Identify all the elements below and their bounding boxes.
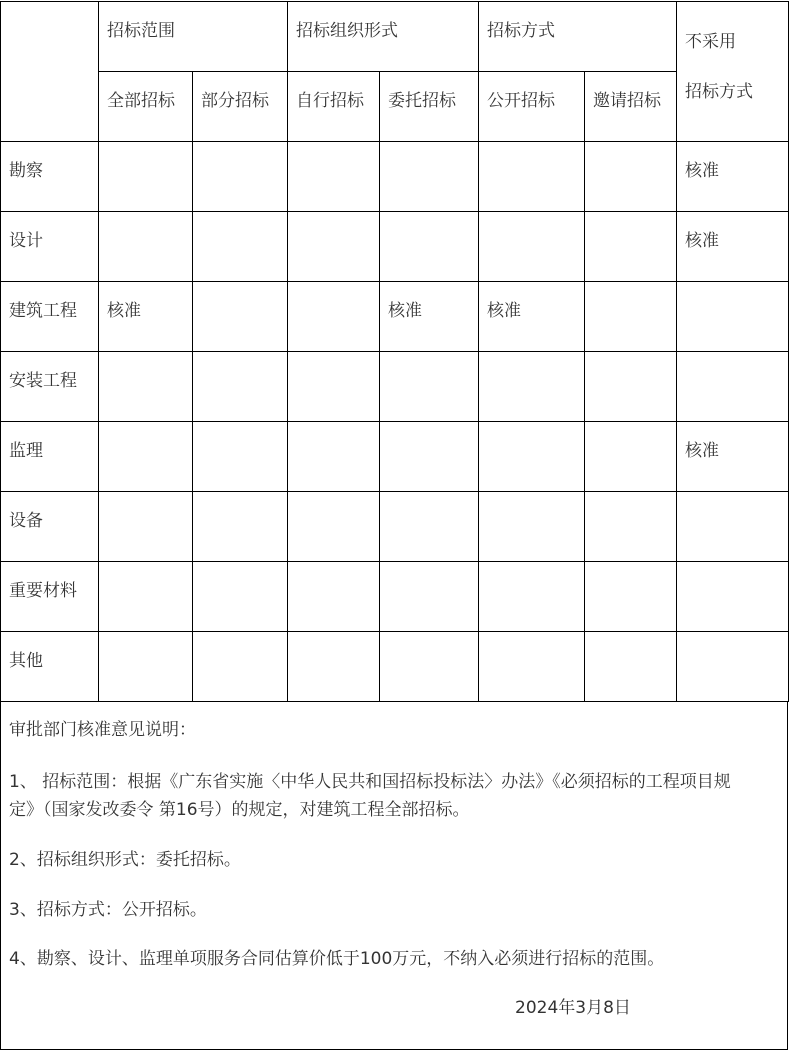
subheader-self-organized: 自行招标	[288, 72, 380, 142]
table-cell	[585, 632, 677, 702]
note-item-4: 4、勘察、设计、监理单项服务合同估算价低于100万元，不纳入必须进行招标的范围。	[9, 949, 665, 969]
table-cell	[193, 562, 288, 632]
table-cell	[193, 352, 288, 422]
table-cell	[380, 422, 479, 492]
note-item-3: 3、招标方式：公开招标。	[9, 900, 207, 920]
table-cell	[677, 282, 789, 352]
table-cell	[585, 142, 677, 212]
subheader-full-tender: 全部招标	[99, 72, 193, 142]
table-cell	[380, 562, 479, 632]
table-row	[1, 562, 789, 632]
table-row	[1, 282, 789, 352]
table-row	[1, 352, 789, 422]
corner-cell	[1, 2, 99, 142]
table-cell	[193, 492, 288, 562]
table-cell	[585, 562, 677, 632]
table-cell	[677, 492, 789, 562]
table-cell	[479, 562, 585, 632]
row-label: 重要材料	[1, 562, 99, 632]
row-label: 勘察	[1, 142, 99, 212]
table-cell	[479, 422, 585, 492]
table-cell	[479, 212, 585, 282]
row-label: 设计	[1, 212, 99, 282]
table-row	[1, 142, 789, 212]
table-cell	[193, 212, 288, 282]
table-cell	[288, 212, 380, 282]
table-cell	[380, 632, 479, 702]
table-cell	[479, 632, 585, 702]
table-cell	[479, 142, 585, 212]
approval-date: 2024年3月8日	[515, 998, 631, 1018]
table-cell	[585, 422, 677, 492]
table-cell	[288, 562, 380, 632]
table-cell	[288, 142, 380, 212]
table-cell	[288, 282, 380, 352]
subheader-partial-tender: 部分招标	[193, 72, 288, 142]
row-label: 安装工程	[1, 352, 99, 422]
table-cell	[380, 492, 479, 562]
table-cell	[380, 212, 479, 282]
table-cell	[479, 352, 585, 422]
table-cell	[99, 492, 193, 562]
table-cell	[193, 142, 288, 212]
table-cell	[479, 492, 585, 562]
subheader-invited-tender: 邀请招标	[585, 72, 677, 142]
table-cell: 核准	[677, 422, 789, 492]
table-cell: 核准	[677, 142, 789, 212]
subheader-open-tender: 公开招标	[479, 72, 585, 142]
table-cell	[288, 352, 380, 422]
note-item-2: 2、招标组织形式：委托招标。	[9, 850, 241, 870]
header-not-adopted: 不采用 招标方式	[677, 2, 789, 142]
table-cell	[288, 422, 380, 492]
table-cell: 核准	[380, 282, 479, 352]
table-cell	[585, 492, 677, 562]
table-cell	[677, 632, 789, 702]
row-label: 建筑工程	[1, 282, 99, 352]
approval-notes	[0, 702, 788, 1050]
table-row	[1, 422, 789, 492]
table-cell	[380, 352, 479, 422]
table-cell: 核准	[99, 282, 193, 352]
table-cell	[677, 562, 789, 632]
header-method: 招标方式	[479, 2, 677, 72]
row-label: 设备	[1, 492, 99, 562]
row-label: 其他	[1, 632, 99, 702]
approval-table	[0, 1, 789, 702]
row-label: 监理	[1, 422, 99, 492]
table-cell	[99, 632, 193, 702]
table-row	[1, 632, 789, 702]
notes-intro: 审批部门核准意见说明：	[9, 720, 196, 740]
table-cell	[380, 142, 479, 212]
table-cell	[585, 282, 677, 352]
subheader-entrusted: 委托招标	[380, 72, 479, 142]
header-scope: 招标范围	[99, 2, 288, 72]
table-cell	[585, 212, 677, 282]
note-item-1: 1、 招标范围：根据《广东省实施〈中华人民共和国招标投标法〉办法》《必须招标的工程项目规 定》（国家发改委令 第16号）的规定，对建筑工程全部招标。	[9, 772, 731, 820]
table-cell: 核准	[677, 212, 789, 282]
table-row	[1, 492, 789, 562]
table-row	[1, 212, 789, 282]
table-cell	[99, 422, 193, 492]
table-cell	[99, 142, 193, 212]
table-cell	[288, 492, 380, 562]
table-cell	[677, 352, 789, 422]
table-cell	[193, 282, 288, 352]
table-cell	[288, 632, 380, 702]
table-cell	[99, 352, 193, 422]
header-organization: 招标组织形式	[288, 2, 479, 72]
approval-sheet	[0, 1, 788, 1051]
table-cell: 核准	[479, 282, 585, 352]
table-cell	[193, 632, 288, 702]
table-cell	[585, 352, 677, 422]
table-cell	[193, 422, 288, 492]
table-cell	[99, 212, 193, 282]
table-cell	[99, 562, 193, 632]
